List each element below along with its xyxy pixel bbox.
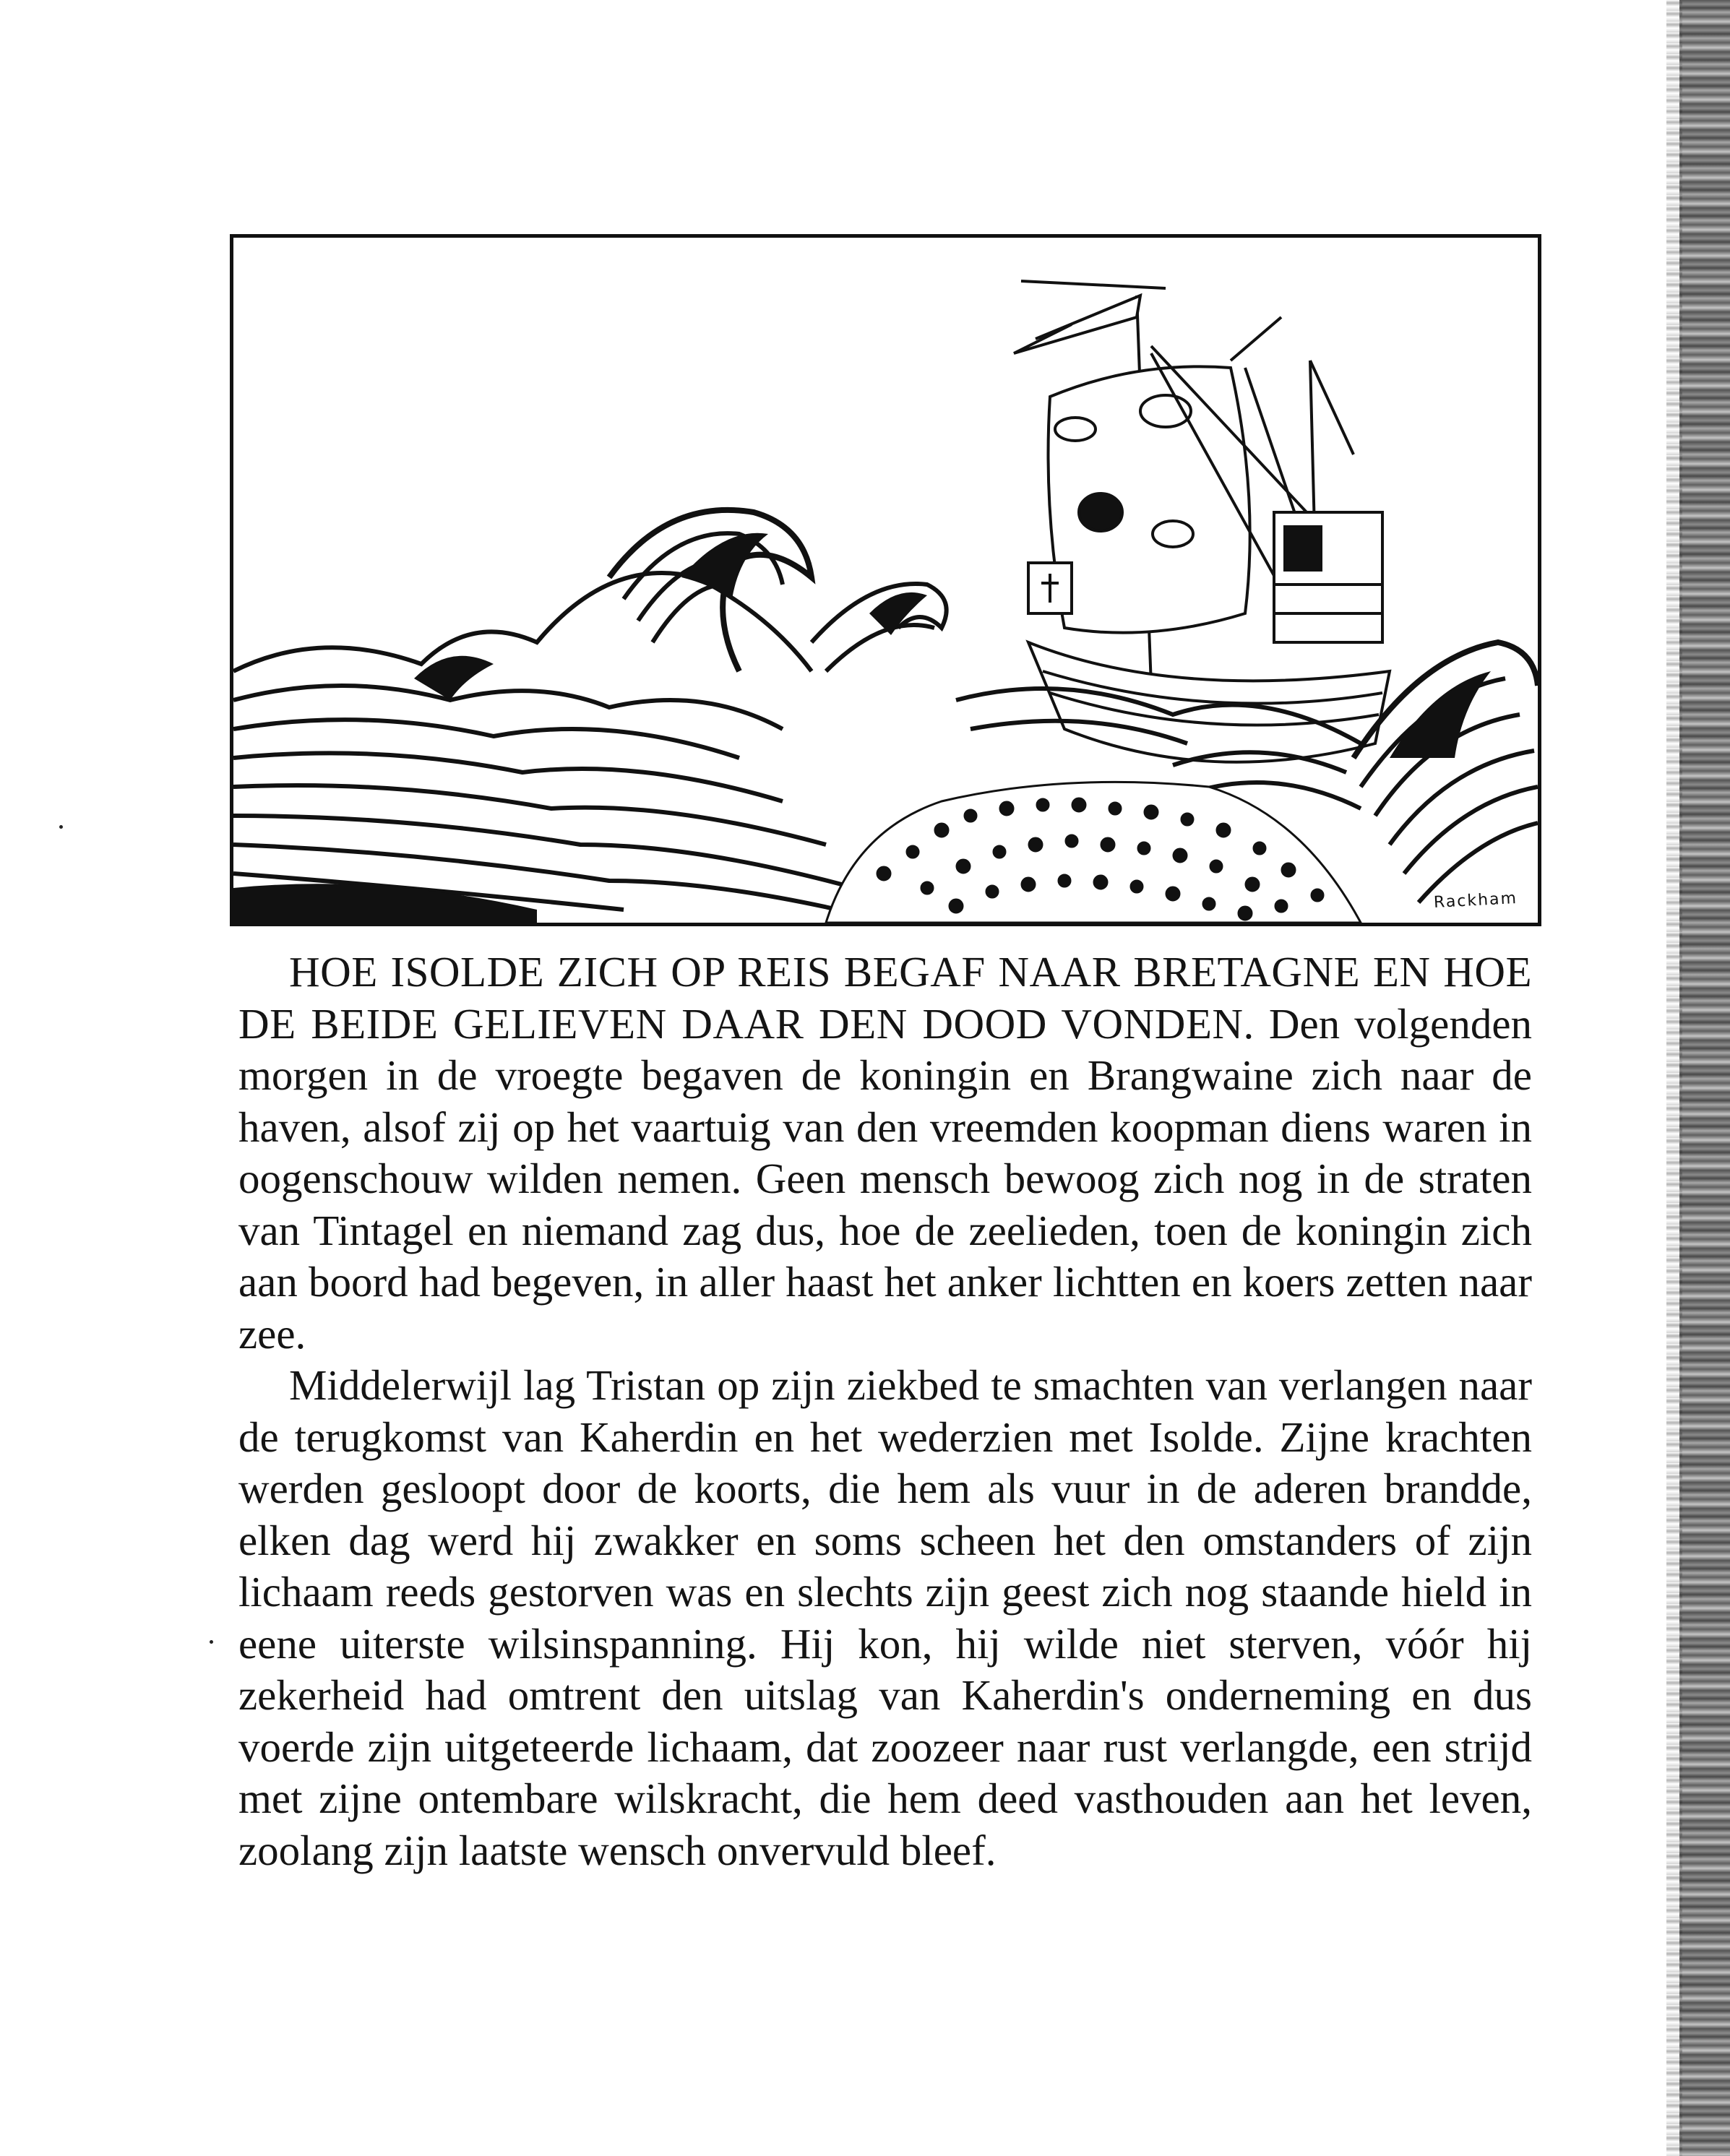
chapter-heading: HOE ISOLDE ZICH OP REIS BEGAF NAAR BRETAGNE EN HOE DE BEIDE GELIEVEN DAAR DEN DOOD VONDEN. [238,948,1532,1048]
scanned-page-edge [1679,0,1730,2156]
scan-speck [210,1640,213,1644]
artist-signature: Rackham [1433,889,1518,913]
ship-on-waves-illustration [230,234,1541,926]
page-text [238,947,1532,1876]
scan-speck [59,825,63,829]
paragraph-1-body: Den volgenden morgen in de vroegte begaven de koningin en Brangwaine zich naar de haven, alsof zij op het vaartuig van den vreemden koopman diens waren in oogenschouw wilden nemen. Geen mensch bewoog zich nog in de straten van Tintagel en niemand zag dus, hoe de zeelieden, toen de koningin zich aan boord had begeven, in aller haast het anker lichtten en koers zetten naar zee. [238,999,1533,1358]
paragraph-2: Middelerwijl lag Tristan op zijn ziekbed te smachten van verlangen naar de terugkomst van Kaherdin en het wederzien met Isolde. Zijne krachten werden gesloopt door de koorts, die hem als vuur in de aderen brandde, elken dag werd hij zwakker en soms scheen het den omstanders of zijn lichaam reeds gestorven was en slechts zijn geest zich nog staande hield in eene uiterste wilsinspanning. Hij kon, hij wilde niet sterven, vóór hij zekerheid had omtrent den uitslag van Kaherdin's onderneming en dus voerde zijn uitgeteerde lichaam, dat zoozeer naar rust verlangde, een strijd met zijne ontembare wilskracht, die hem deed vasthouden aan het leven, zoolang zijn laatste wensch onvervuld bleef. [238,1361,1532,1874]
illustration-drawing [233,238,1538,923]
paragraph-1 [238,947,1532,1360]
